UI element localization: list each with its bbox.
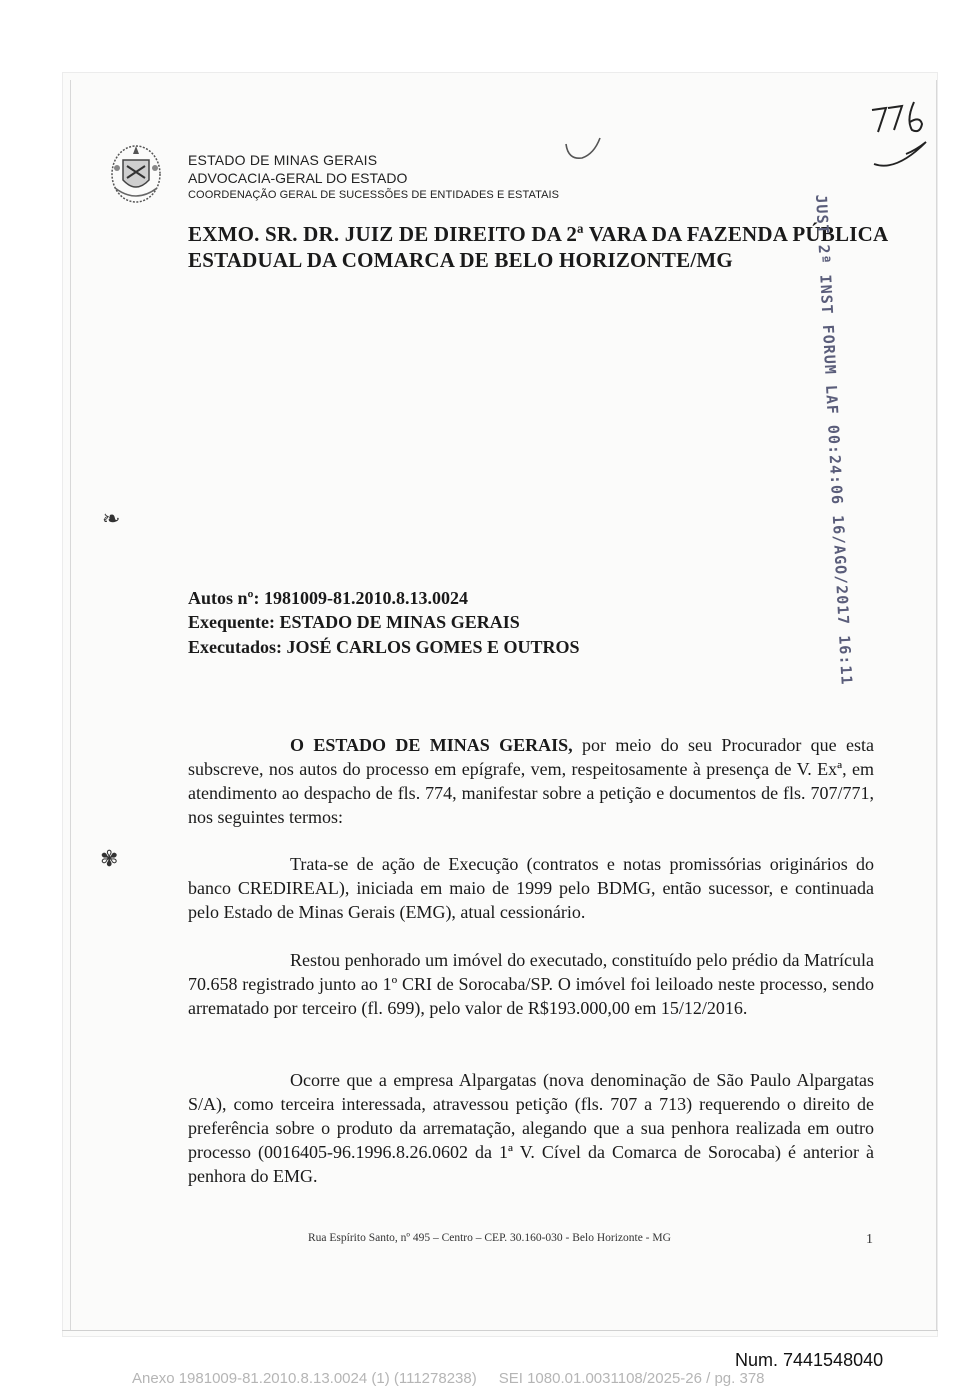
letterhead-state: ESTADO DE MINAS GERAIS [188,152,378,168]
handwritten-folio-number [866,92,936,180]
addressee-line-2: ESTADUAL DA COMARCA DE BELO HORIZONTE/MG [188,248,733,272]
body-paragraph-2: Trata-se de ação de Execução (contratos e notas promissórias originários do banco CREDIREAL), iniciada em maio de 1999 pelo BDMG, então sucessor, e continuada pelo Estado de Minas Gerais (EMG), atual cessionário. [188,854,874,922]
margin-scribble-icon: ❧ [102,506,121,531]
addressee-line-1: EXMO. SR. DR. JUIZ DE DIREITO DA 2ª VARA DA FAZENDA PÚBLICA [188,222,889,246]
scan-edge-left [70,80,71,1330]
margin-blot-icon: ✾ [100,846,119,871]
letterhead-agency: ADVOCACIA-GERAL DO ESTADO [188,170,408,186]
sei-reference: SEI 1080.01.0031108/2025-26 / pg. 378 [498,1370,765,1387]
letterhead-department: COORDENAÇÃO GERAL DE SUCESSÕES DE ENTIDADES E ESTATAIS [188,189,560,201]
body-paragraph-3: Restou penhorado um imóvel do executado, constituído pelo prédio da Matrícula 70.658 registrado junto ao 1º CRI de Sorocaba/SP. O imóvel foi leiloado neste processo, sendo arrematado por terceiro (fl. 699), pelo valor de R$193.000,00 em 15/12/2016. [188,950,874,1018]
page-number: 1 [866,1232,873,1247]
footer-address: Rua Espírito Santo, nº 495 – Centro – CEP. 30.160-030 - Belo Horizonte - MG [308,1232,671,1244]
system-footer [132,1370,787,1387]
case-defendants: Executados: JOSÉ CARLOS GOMES E OUTROS [188,637,580,657]
protocol-stamp: JUST 2ª INST FORUM LAF 00:24:06 16/AGO/2017 16:11 [812,194,856,686]
body-paragraph-4: Ocorre que a empresa Alpargatas (nova denominação de São Paulo Alpargatas S/A), como terceira interessada, atravessou petição (fls. 707 a 713) requerendo o direito de preferência sobre o produto da arrematação, alegando que a sua penhora realizada em outro processo (0016405-96.1996.8.26.0602 da 1ª V. Cível da Comarca de Sorocaba) é anterior à penhora do EMG. [188,1070,874,1186]
page-bottom-edge [62,1330,938,1331]
body-paragraph-1 [188,733,874,829]
paragraph-text: por meio do seu Procurador que esta subscreve, nos autos do processo em epígrafe, vem, respeitosamente à presença de V. Exª, em atendimento ao despacho de fls. 774, manifestar sobre a petição e documentos de fls. 707/771, nos seguintes termos: [188,735,874,827]
paragraph-lead: O ESTADO DE MINAS GERAIS, [290,735,573,755]
annex-reference: Anexo 1981009-81.2010.8.13.0024 (1) (111278238) [132,1370,477,1387]
coat-of-arms-icon [105,138,167,208]
case-plaintiff: Exequente: ESTADO DE MINAS GERAIS [188,612,520,632]
document-id: Num. 7441548040 [735,1350,884,1370]
scan-edge-right [936,80,937,1330]
case-number: Autos nº: 1981009-81.2010.8.13.0024 [188,588,468,608]
handwritten-check-mark [560,130,606,166]
